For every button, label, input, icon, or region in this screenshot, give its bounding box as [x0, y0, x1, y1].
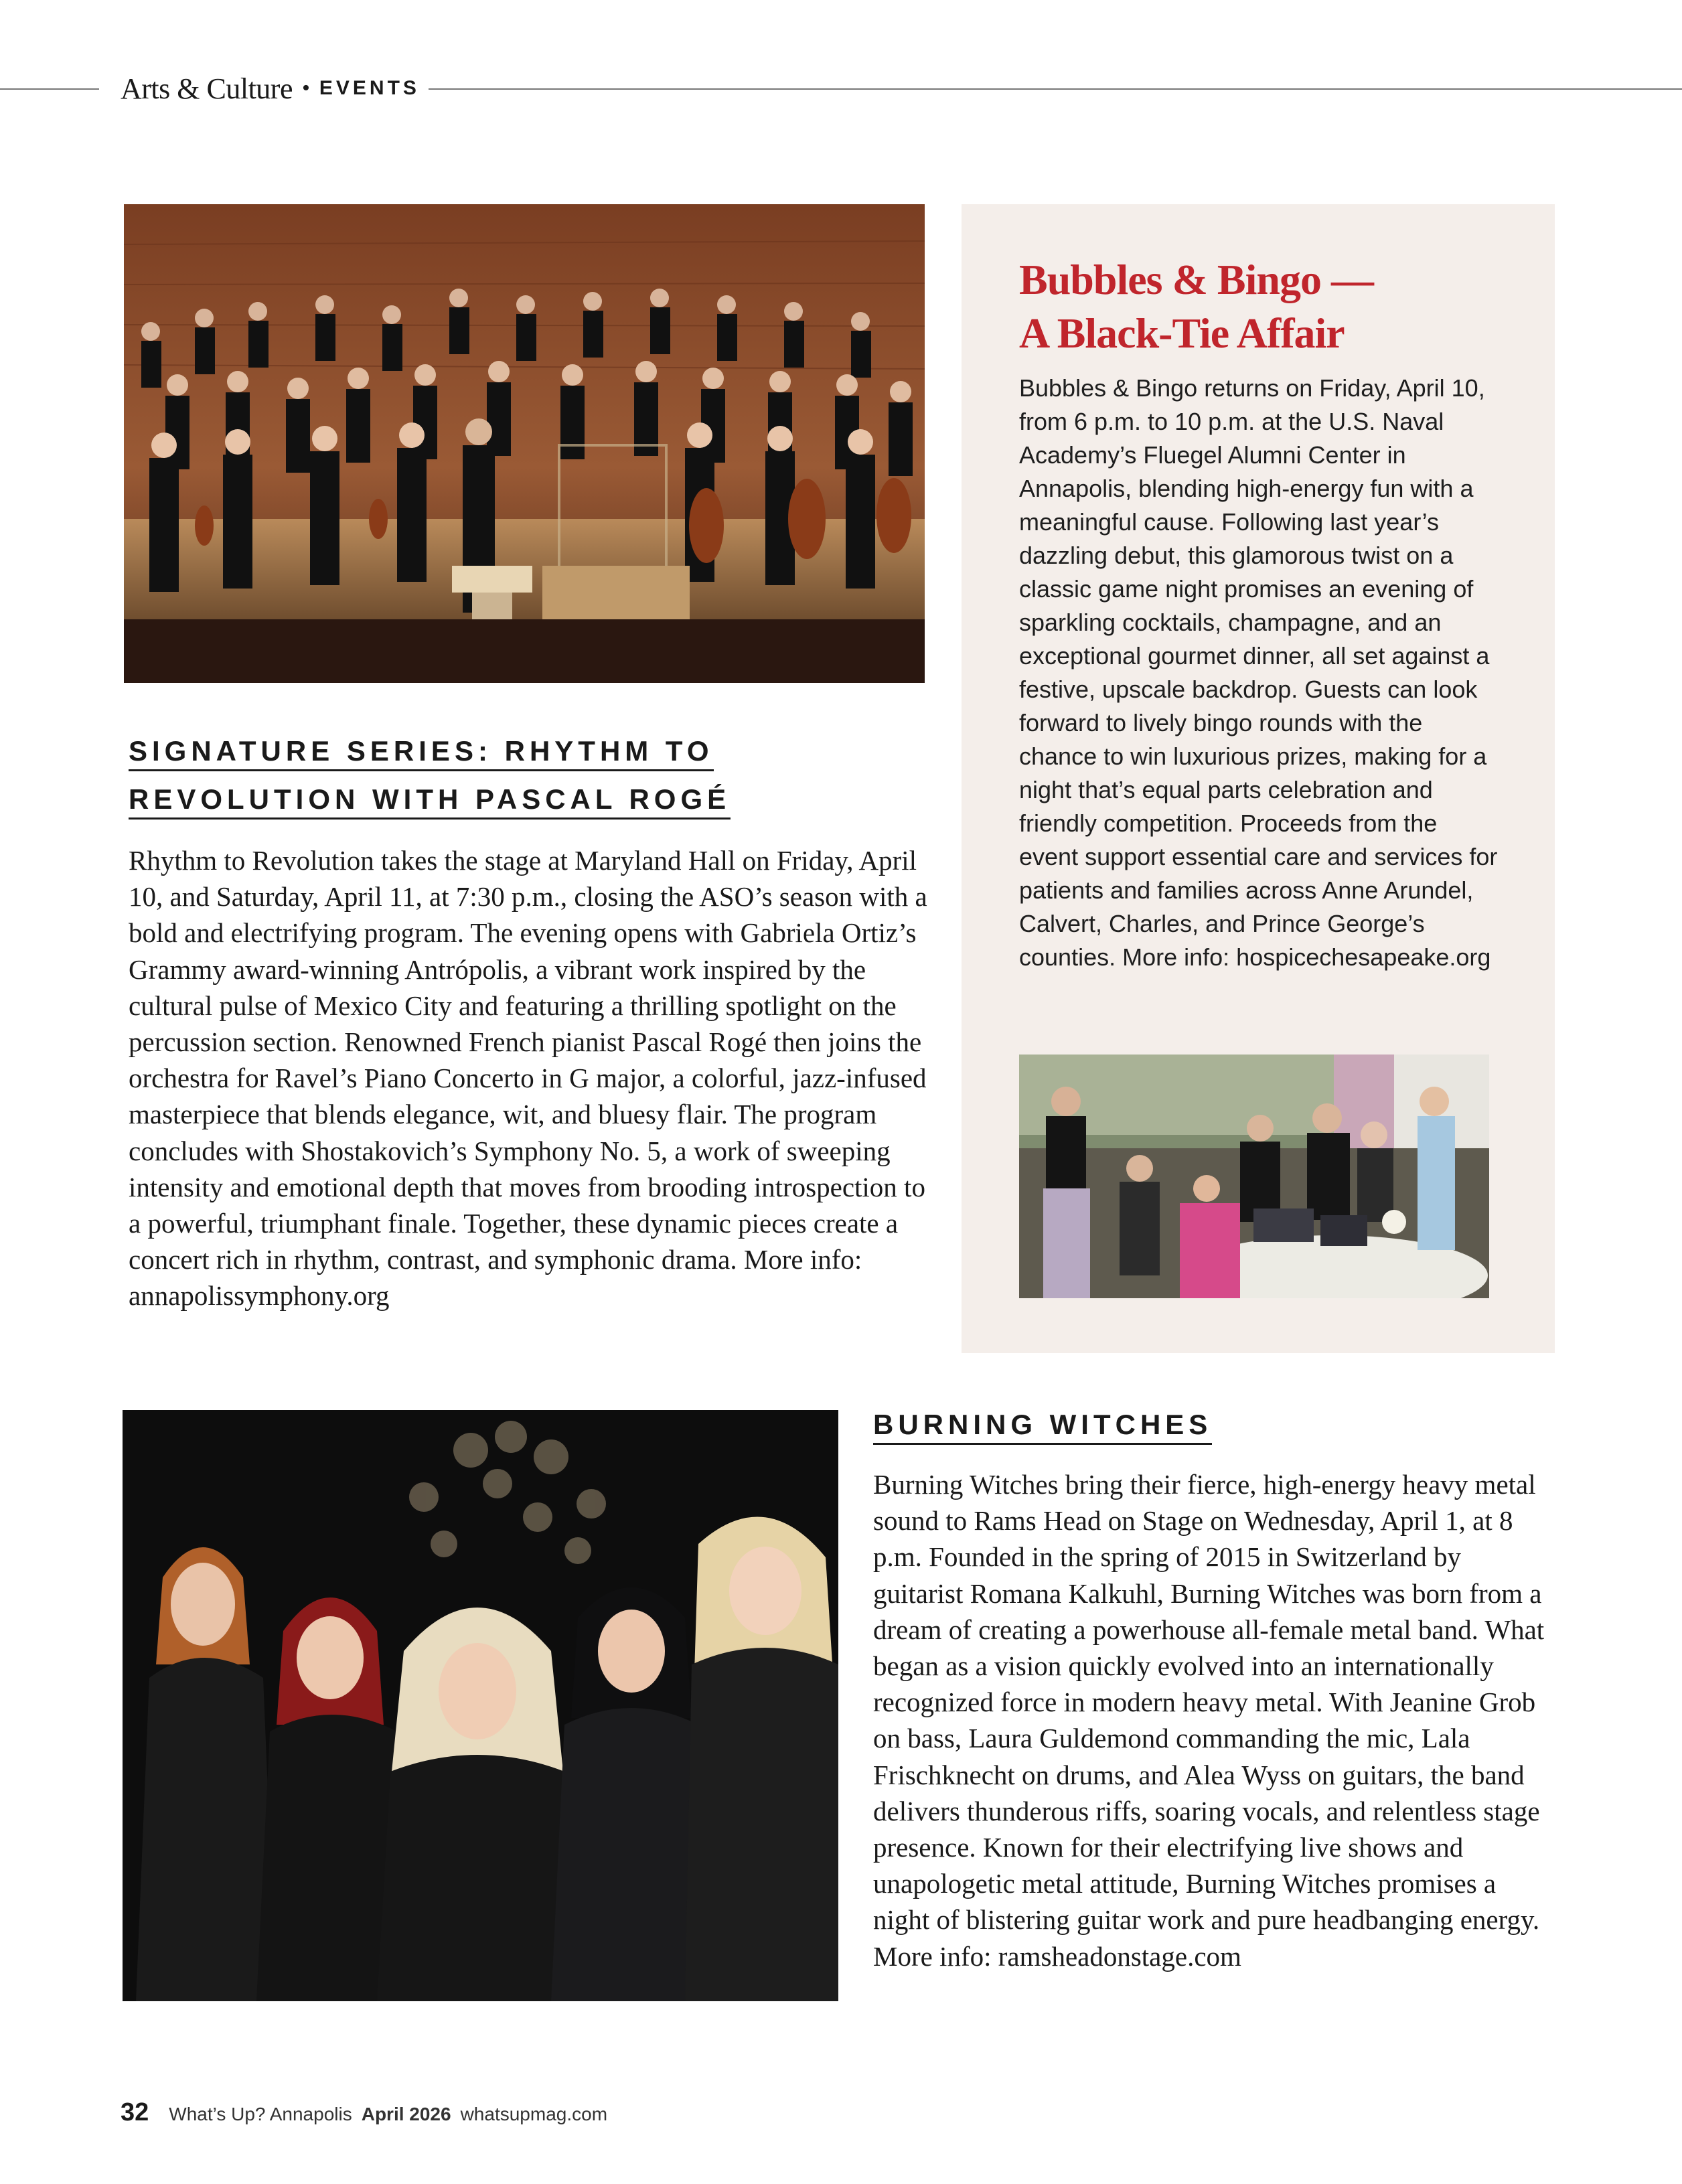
orchestra-photo — [124, 204, 925, 683]
witches-body: Burning Witches bring their fierce, high-energy heavy metal sound to Rams Head on Stage on Wednesday, April 1, at 8 p.m. Founded in the spring of 2015 in Switzerland by guitarist Romana Kalkuhl, Burning Witches was born from a dream of creating a powerhouse all-female metal band. What began as a vision quickly evolved into an internationally recognized force in modern heavy metal. With Jeanine Grob on bass, Laura Guldemond commanding the mic, Lala Frischknecht on drums, and Alea Wyss on guitars, the band delivers thunderous riffs, soaring vocals, and relentless stage presence. Known for their electrifying live shows and unapologetic metal attitude, Burning Witches promises a night of blistering guitar work and pure headbanging energy. More info: ramsheadonstage.com — [873, 1469, 1545, 1972]
band-photo — [123, 1410, 838, 2001]
website: whatsupmag.com — [460, 2104, 608, 2124]
category-name: EVENTS — [319, 77, 420, 99]
symphony-heading-line-2: REVOLUTION WITH PASCAL ROGÉ — [129, 783, 731, 820]
section-separator: • — [301, 76, 310, 100]
header-rule-left — [0, 88, 99, 90]
section-label — [121, 70, 420, 107]
symphony-heading — [129, 727, 798, 824]
gala-photo — [1019, 1055, 1489, 1298]
sidebar-body: Bubbles & Bingo returns on Friday, April 10, from 6 p.m. to 10 p.m. at the U.S. Naval Academy’s Fluegel Alumni Center in Annapolis, blending high-energy fun with a meaningful cause. Following last year’s dazzling debut, this glamorous twist on a classic game night promises an evening of sparkling cocktails, champagne, and an exceptional gourmet dinner, all set against a festive, upscale backdrop. Guests can look forward to lively bingo rounds with the chance to win luxurious prizes, making for a night that’s equal parts celebration and friendly competition. Proceeds from the event support essential care and services for patients and families across Anne Arundel, Calvert, Charles, and Prince George’s counties. More info: hospicechesapeake.org — [1019, 374, 1498, 971]
issue-date: April 2026 — [361, 2104, 451, 2124]
page-number: 32 — [121, 2098, 149, 2126]
symphony-body: Rhythm to Revolution takes the stage at Maryland Hall on Friday, April 10, and Saturday, April 11, at 7:30 p.m., closing the ASO’s season with a bold and electrifying program. The evening opens with Gabriela Ortiz’s Grammy award-winning Antrópolis, a vibrant work inspired by the cultural pulse of Mexico City and featuring a thrilling spotlight on the percussion section. Renowned French pianist Pascal Rogé then joins the orchestra for Ravel’s Piano Concerto in G major, a colorful, jazz-infused masterpiece that blends elegance, wit, and bluesy flair. The program concludes with Shostakovich’s Symphony No. 5, a work of sweeping intensity and emotional depth that moves from brooding introspection to a powerful, triumphant finale. Together, these dynamic pieces create a concert rich in rhythm, contrast, and symphonic drama. More info: annapolissymphony.org — [129, 845, 927, 1312]
symphony-heading-line-1: SIGNATURE SERIES: RHYTHM TO — [129, 735, 714, 771]
header-rule-right — [429, 88, 1682, 90]
magazine-name: What’s Up? Annapolis — [169, 2104, 352, 2124]
sidebar-title-line-1: Bubbles & Bingo — — [1019, 256, 1373, 303]
page-footer — [121, 2098, 607, 2138]
section-name: Arts & Culture — [121, 72, 293, 105]
sidebar-title-line-2: A Black-Tie Affair — [1019, 309, 1345, 357]
sidebar-title — [1019, 253, 1528, 360]
witches-heading — [873, 1406, 1543, 1444]
witches-heading-text: BURNING WITCHES — [873, 1409, 1212, 1445]
